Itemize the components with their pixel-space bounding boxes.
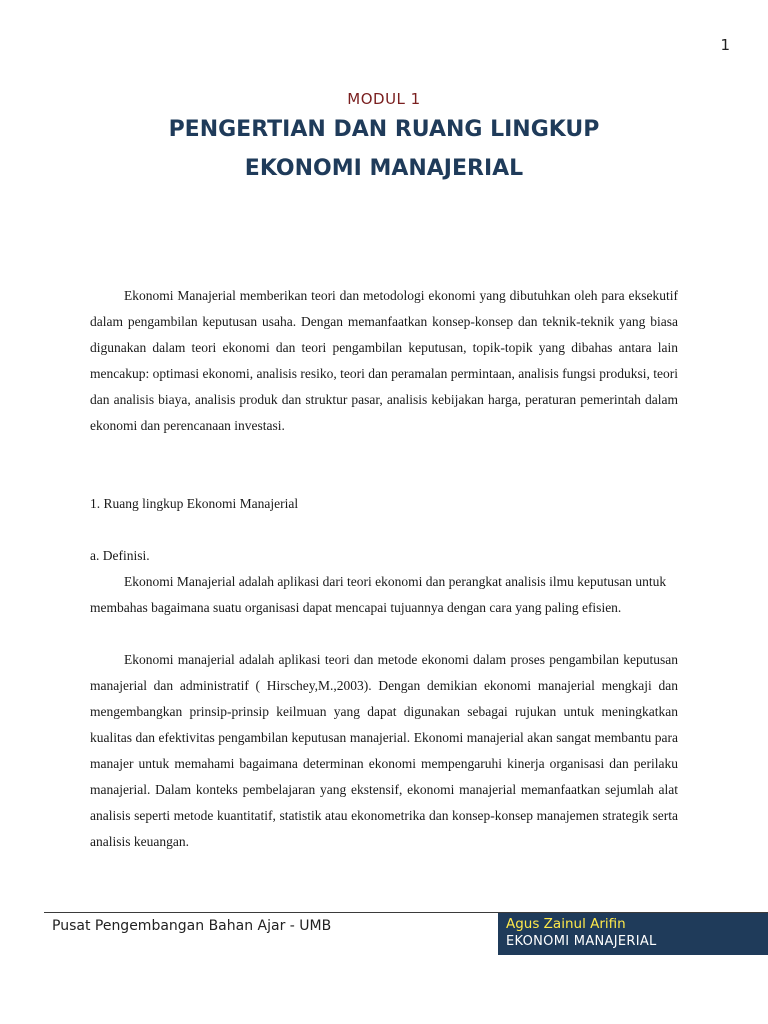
footer-author-box bbox=[498, 913, 768, 955]
page-title-line-2: EKONOMI MANAJERIAL bbox=[244, 156, 524, 181]
module-label: MODUL 1 bbox=[347, 90, 421, 108]
intro-paragraph: Ekonomi Manajerial memberikan teori dan metodologi ekonomi yang dibutuhkan oleh para eksekutif dalam pengambilan keputusan usaha. Dengan memanfaatkan konsep-konsep dan teknik-teknik yang biasa digunakan dalam teori ekonomi dan teori pengambilan keputusan, topik-topik yang dibahas antara lain mencakup: optimasi ekonomi, analisis resiko, teori dan peramalan permintaan, analisis fungsi produksi, teori dan analisis biaya, analisis produk dan struktur pasar, analisis kebijakan harga, peraturan pemerintah dalam ekonomi dan perencanaan investasi. bbox=[90, 288, 678, 433]
footer-institution: Pusat Pengembangan Bahan Ajar - UMB bbox=[52, 918, 332, 934]
page-title-line-1: PENGERTIAN DAN RUANG LINGKUP bbox=[168, 117, 600, 142]
footer-course: EKONOMI MANAJERIAL bbox=[506, 934, 657, 949]
definition-paragraph-2: Ekonomi manajerial adalah aplikasi teori dan metode ekonomi dalam proses pengambilan keputusan manajerial dan administratif ( Hirschey,M.,2003). Dengan demikian ekonomi manajerial mengkaji dan mengembangkan prinsip-prinsip keilmuan yang dapat digunakan sebagai rujukan untuk meningkatkan kualitas dan efektivitas pengambilan keputusan manajerial. Ekonomi manajerial akan sangat membantu para manajer untuk memahami bagaimana determinan ekonomi mempengaruhi kinerja organisasi dan perilaku manajerial. Dalam konteks pembelajaran yang ekstensif, ekonomi manajerial memanfaatkan sejumlah alat analisis seperti metode kuantitatif, statistik atau ekonometrika dan konsep-konsep manajemen strategik serta analisis keuangan. bbox=[90, 652, 678, 849]
page-number: 1 bbox=[720, 36, 730, 54]
definition-paragraph-1: Ekonomi Manajerial adalah aplikasi dari teori ekonomi dan perangkat analisis ilmu keputusan untuk membahas bagaimana suatu organisasi dapat mencapai tujuannya dengan cara yang paling efisien. bbox=[90, 574, 667, 615]
subsection-heading: a. Definisi. bbox=[90, 548, 150, 563]
footer-author: Agus Zainul Arifin bbox=[506, 916, 626, 932]
section-heading: 1. Ruang lingkup Ekonomi Manajerial bbox=[90, 496, 299, 511]
